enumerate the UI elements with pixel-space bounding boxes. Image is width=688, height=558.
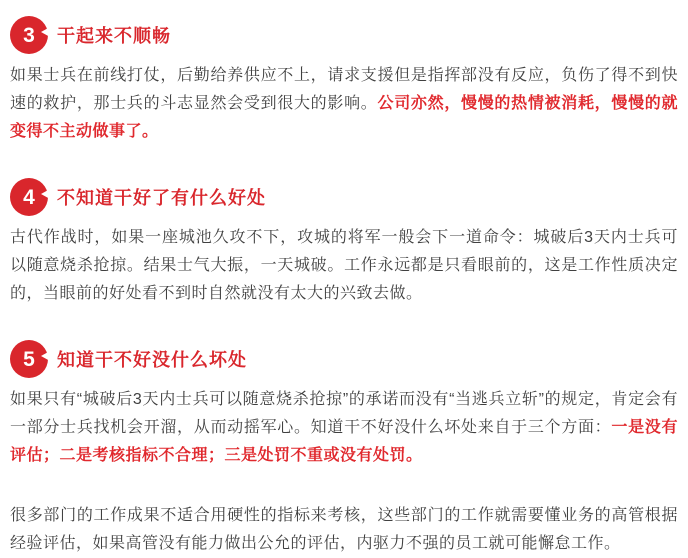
text-segment: 如果只有“城破后3天内士兵可以随意烧杀抢掠”的承诺而没有“当逃兵立斩”的规定，肯定会有一部分士兵找机会开溜，从而动摇军心。知道干不好没什么坏处来自于三个方面： bbox=[10, 391, 678, 436]
section-header bbox=[10, 340, 678, 378]
numbered-section bbox=[10, 16, 678, 146]
section-number-badge-icon bbox=[10, 340, 48, 378]
section-header bbox=[10, 178, 678, 216]
text-segment: 很多部门的工作成果不适合用硬性的指标来考核，这些部门的工作就需要懂业务的高管根据经验评估，如果高管没有能力做出公允的评估，内驱力不强的员工就可能懈怠工作。 bbox=[10, 507, 678, 552]
section-title: 知道干不好没什么坏处 bbox=[57, 350, 247, 370]
section-paragraphs bbox=[10, 224, 678, 308]
paragraph bbox=[10, 62, 678, 146]
section-number-badge-icon bbox=[10, 178, 48, 216]
numbered-section bbox=[10, 178, 678, 308]
paragraph bbox=[10, 386, 678, 470]
text-segment: 一是没有评估；二是考核指标不合理；三是处罚不重或没有处罚。 bbox=[10, 419, 678, 464]
section-title: 干起来不顺畅 bbox=[57, 26, 171, 46]
section-title: 不知道干好了有什么好处 bbox=[57, 188, 266, 208]
section-paragraphs bbox=[10, 386, 678, 470]
text-segment: 如果士兵在前线打仗，后勤给养供应不上，请求支援但是指挥部没有反应，负伤了得不到快速的救护，那士兵的斗志显然会受到很大的影响。 bbox=[10, 67, 678, 112]
text-segment: 公司亦然，慢慢的热情被消耗，慢慢的就变得不主动做事了。 bbox=[10, 95, 678, 140]
section-number-badge-icon bbox=[10, 16, 48, 54]
section-badge-number: 4 bbox=[23, 185, 35, 209]
numbered-section bbox=[10, 340, 678, 470]
closing-paragraph bbox=[10, 502, 678, 558]
text-segment: 古代作战时，如果一座城池久攻不下，攻城的将军一般会下一道命令：城破后3天内士兵可以随意烧杀抢掠。结果士气大振，一天城破。工作永远都是只看眼前的，这是工作性质决定的，当眼前的好处看不到时自然就没有太大的兴致去做。 bbox=[10, 229, 678, 302]
section-paragraphs bbox=[10, 62, 678, 146]
section-header bbox=[10, 16, 678, 54]
paragraph bbox=[10, 224, 678, 308]
section-badge-number: 3 bbox=[23, 23, 35, 47]
section-badge-number: 5 bbox=[23, 347, 35, 371]
